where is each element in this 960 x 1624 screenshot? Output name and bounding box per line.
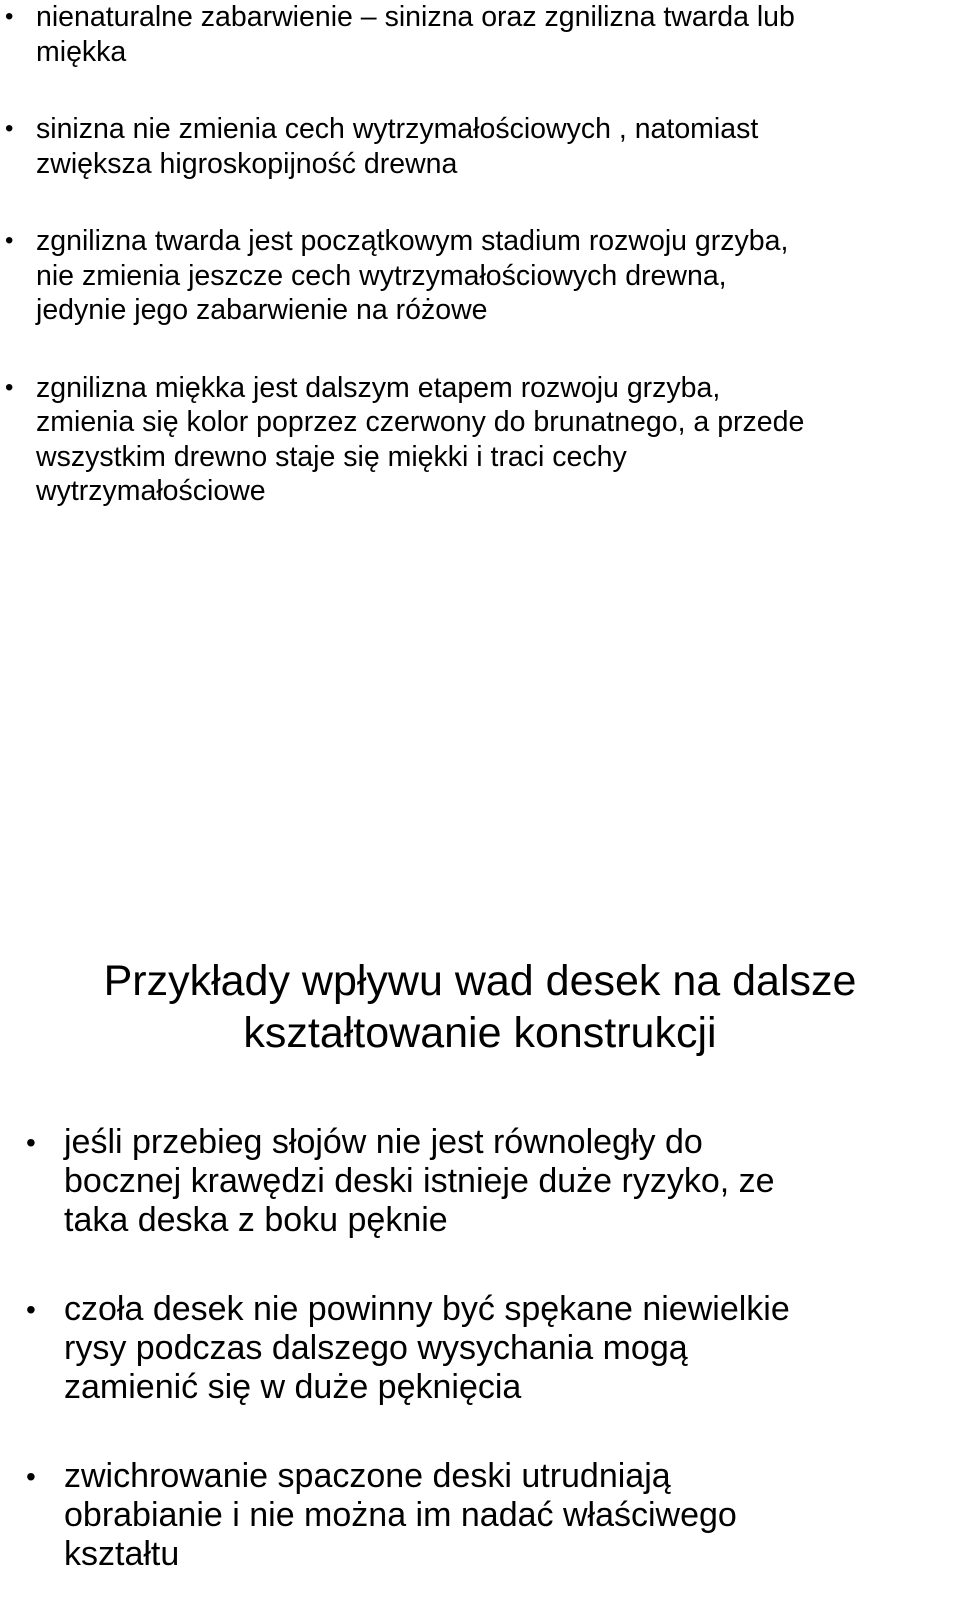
list-item: [0, 1123, 960, 1240]
bullet-icon: •: [26, 1127, 36, 1158]
slide-title: Przykłady wpływu wad desek na dalsze kształtowanie konstrukcji: [103, 957, 857, 1057]
list-item-text: zwichrowanie spaczone deski utrudniają obrabianie i nie można im nadać właściwego kształtu: [64, 1457, 737, 1573]
bullet-icon: •: [26, 1294, 36, 1325]
list-item: [0, 0, 960, 69]
list-item-text: czoła desek nie powinny być spękane niewielkie rysy podczas dalszego wysychania mogą zamienić się w duże pęknięcia: [64, 1290, 790, 1406]
list-item-text: nienaturalne zabarwienie – sinizna oraz zgnilizna twarda lub miękka: [36, 1, 795, 68]
defects-list-section: [0, 0, 960, 552]
list-item: [0, 1290, 960, 1407]
list-item: [0, 112, 960, 181]
list-item-text: jeśli przebieg słojów nie jest równoległy do bocznej krawędzi deski istnieje duże ryzyko, ze taka deska z boku pęknie: [64, 1123, 775, 1239]
defects-list: [0, 0, 960, 509]
list-item-text: zgnilizna miękka jest dalszym etapem rozwoju grzyba, zmienia się kolor poprzez czerwony do brunatnego, a przede wszystkim drewno staje się miękki i traci cechy wytrzymałościowe: [36, 371, 805, 507]
bullet-icon: •: [5, 115, 14, 142]
bullet-icon: •: [5, 227, 14, 254]
list-item: [0, 1457, 960, 1574]
bullet-icon: •: [26, 1461, 36, 1492]
list-item-text: sinizna nie zmienia cech wytrzymałościowych , natomiast zwiększa higroskopijność drewna: [36, 113, 759, 180]
bullet-icon: •: [5, 3, 14, 30]
bullet-icon: •: [5, 373, 14, 401]
examples-list-section: [0, 1123, 960, 1624]
list-item: [0, 224, 960, 328]
list-item-text: zgnilizna twarda jest początkowym stadium rozwoju grzyba, nie zmienia jeszcze cech wytrzymałościowych drewna, jedynie jego zabarwienie na różowe: [36, 225, 789, 326]
examples-list: [0, 1123, 960, 1574]
list-item: [0, 371, 960, 509]
